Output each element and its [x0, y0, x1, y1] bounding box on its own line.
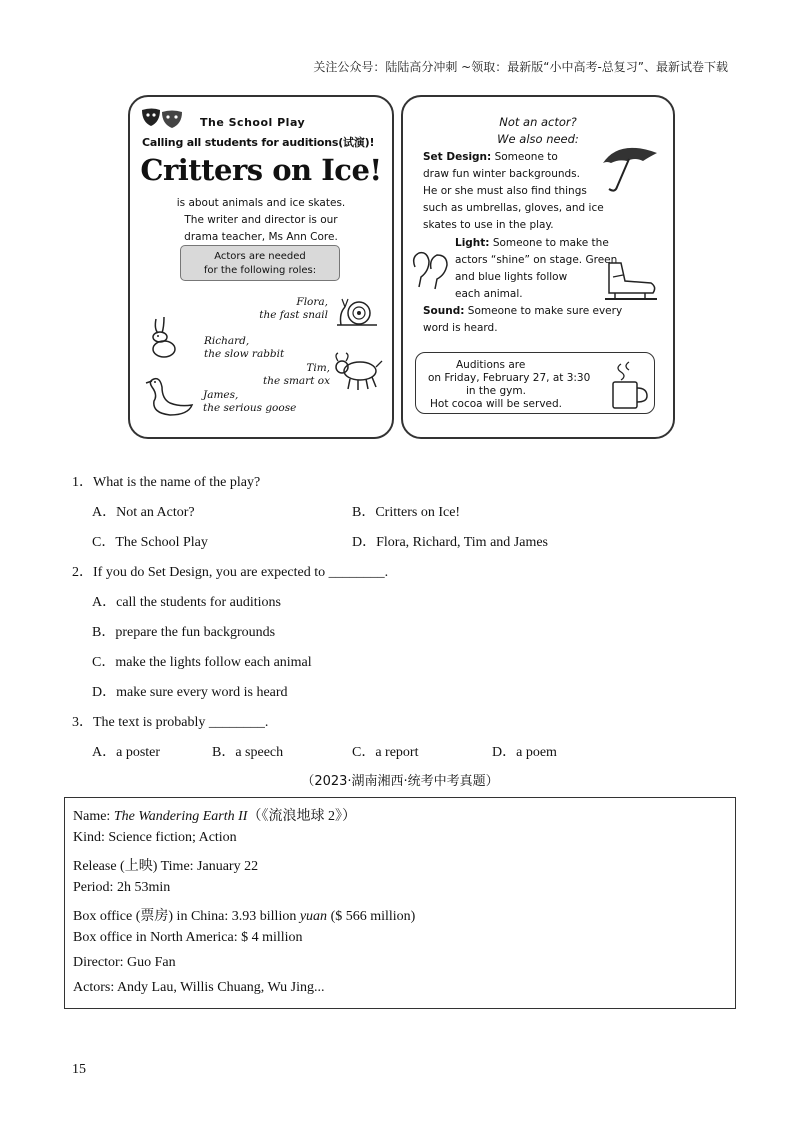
poster-left-panel: [128, 95, 394, 439]
light-label: Light:: [455, 237, 490, 249]
q3-option-a[interactable]: A．a poster: [92, 745, 161, 760]
desc-line: The writer and director is our: [184, 214, 338, 226]
set-design-label: Set Design:: [423, 151, 492, 163]
q2-option-a[interactable]: A．call the students for auditions: [92, 595, 281, 610]
heading-line: We also need:: [497, 132, 579, 146]
movie-title-cn: （《流浪地球 2》）: [247, 809, 356, 824]
info-release: Release (上映) Time: January 22: [73, 859, 259, 874]
q3-option-b[interactable]: B．a speech: [212, 745, 284, 760]
q1-option-a[interactable]: A．Not an Actor?: [92, 505, 195, 520]
ice-skate-icon: [601, 259, 659, 305]
text-line: each animal.: [455, 288, 523, 300]
sound-label: Sound:: [423, 305, 465, 317]
info-director: Director: Guo Fan: [73, 955, 176, 970]
goose-icon: [144, 373, 196, 421]
question-1-stem: 1．What is the name of the play?: [72, 475, 261, 490]
role-name: Tim,: [306, 362, 330, 374]
rabbit-icon: [146, 315, 180, 359]
box-line: Hot cocoa will be served.: [430, 398, 563, 410]
actors-needed-box: [180, 245, 340, 281]
q3-option-c[interactable]: C．a report: [352, 745, 419, 760]
text-line: skates to use in the play.: [423, 219, 554, 231]
page-header-note: 关注公众号：陆陆高分冲刺 ~领取：最新版“小中高考-总复习”、最新试卷下载: [313, 60, 728, 74]
q2-option-c[interactable]: C．make the lights follow each animal: [92, 655, 312, 670]
text-line: word is heard.: [423, 322, 498, 334]
theater-masks-icon: [140, 107, 184, 129]
info-actors: Actors: Andy Lau, Willis Chuang, Wu Jing...: [73, 980, 325, 995]
play-description: [130, 195, 392, 246]
poster-title: The School Play: [200, 116, 306, 129]
text-line: such as umbrellas, gloves, and ice: [423, 202, 604, 214]
q2-option-b[interactable]: B．prepare the fun backgrounds: [92, 625, 276, 640]
text-line: He or she must also find things: [423, 185, 587, 197]
q1-option-c[interactable]: C．The School Play: [92, 535, 208, 550]
poster-right-panel: [401, 95, 675, 439]
name-label: Name:: [73, 809, 114, 824]
box-china-text: Box office (票房) in China: 3.93 billion: [73, 909, 300, 924]
gloves-icon: [409, 247, 451, 291]
school-play-poster: [128, 95, 673, 438]
ox-icon: [332, 351, 384, 393]
info-kind: Kind: Science fiction; Action: [73, 830, 237, 845]
page-number: 15: [72, 1062, 86, 1077]
info-name: [73, 805, 356, 825]
text-line: Someone to: [494, 151, 558, 163]
role-flora: [258, 296, 328, 322]
text-line: actors “shine” on stage. Green: [455, 254, 618, 266]
text-line: draw fun winter backgrounds.: [423, 168, 580, 180]
umbrella-icon: [599, 139, 661, 195]
desc-line: is about animals and ice skates.: [176, 197, 346, 209]
poster-call: Calling all students for auditions(试演)!: [142, 136, 375, 149]
role-tim: [260, 362, 330, 388]
role-desc: the slow rabbit: [204, 348, 285, 360]
role-name: Richard,: [204, 335, 250, 347]
snail-icon: [333, 293, 381, 329]
q1-option-d[interactable]: D．Flora, Richard, Tim and James: [352, 535, 548, 550]
info-box-office-na: Box office in North America: $ 4 million: [73, 930, 303, 945]
role-desc: the smart ox: [263, 375, 330, 387]
box-china-unit: yuan: [299, 909, 328, 924]
sound-text: [423, 303, 653, 337]
role-name: Flora,: [296, 296, 328, 308]
role-name: James,: [203, 389, 239, 401]
box-line: Auditions are: [456, 359, 526, 371]
box-line: on Friday, February 27, at 3:30: [428, 372, 591, 384]
heading-line: Not an actor?: [499, 115, 577, 129]
question-2-stem: 2．If you do Set Design, you are expected to ________.: [72, 565, 389, 580]
info-box-office-china: [73, 905, 415, 925]
question-3-stem: 3．The text is probably ________.: [72, 715, 269, 730]
q2-option-d[interactable]: D．make sure every word is heard: [92, 685, 288, 700]
source-note: （2023·湖南湘西·统考中考真题）: [301, 774, 499, 789]
text-line: Someone to make sure every: [467, 305, 623, 317]
q3-option-d[interactable]: D．a poem: [492, 745, 557, 760]
box-china-usd: ($ 566 million): [327, 909, 416, 924]
q1-option-b[interactable]: B．Critters on Ice!: [352, 505, 461, 520]
role-james: [203, 389, 296, 415]
box-line: Actors are needed: [214, 251, 306, 262]
movie-info-card: [64, 797, 736, 1009]
info-period: Period: 2h 53min: [73, 880, 171, 895]
text-line: Someone to make the: [492, 237, 609, 249]
role-desc: the serious goose: [203, 402, 297, 414]
play-name: Critters on Ice!: [140, 153, 382, 187]
hot-cocoa-mug-icon: [607, 360, 651, 412]
box-line: in the gym.: [466, 385, 526, 397]
role-desc: the fast snail: [259, 309, 328, 321]
desc-line: drama teacher, Ms Ann Core.: [184, 231, 338, 243]
box-line: for the following roles:: [203, 265, 317, 276]
role-richard: [204, 335, 284, 361]
text-line: and blue lights follow: [455, 271, 568, 283]
movie-title: The Wandering Earth II: [113, 809, 248, 824]
